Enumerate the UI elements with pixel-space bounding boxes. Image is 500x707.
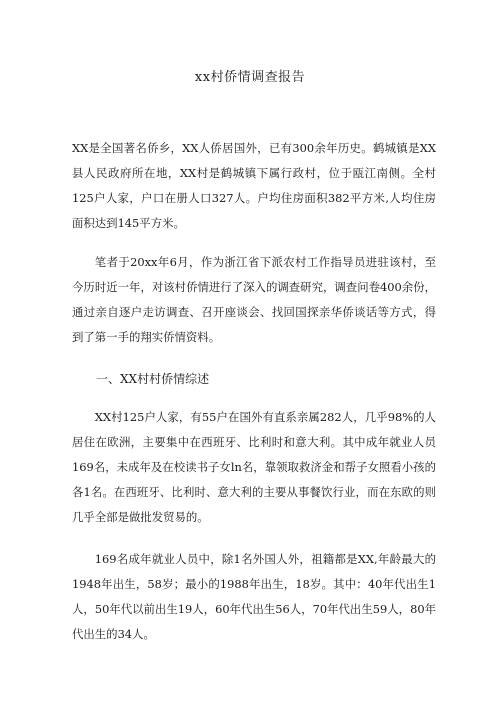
- paragraph-overview: XX村125户人家，有55户在国外有直系亲属282人，几乎98%的人居住在欧洲，主要集中在西班牙、比利时和意大利。其中成年就业人员169名，未成年及在校读书子女ln名，靠领取救济金和帮子女照看小孩的各1名。在西班牙、比利时、意大利的主要从事餐饮行业，而在东欧的则几乎全部是做批发贸易的。: [72, 410, 436, 524]
- paragraph-demographics: 169名成年就业人员中，除1名外国人外，祖籍都是XX,年龄最大的1948年出生，58岁；最小的1988年出生，18岁。其中：40年代出生1人，50年代以前出生19人，60年代出生56人，70年代出生59人，80年代出生的34人。: [72, 552, 436, 641]
- paragraph-intro: XX是全国著名侨乡，XX人侨居国外，已有300余年历史。鹤城镇是XX县人民政府所在地，XX村是鹤城镇下属行政村，位于瓯江南侧。全村125户人家，户口在册人口327人。户均住房面积382平方米,人均住房面积达到145平方米。: [72, 141, 436, 230]
- document-title: xx村侨情调查报告: [194, 70, 306, 85]
- paragraph-author-note: 笔者于20xx年6月，作为浙江省下派农村工作指导员进驻该村，至今历时近一年，对该村侨情进行了深入的调查研究，调查问卷400余份，通过亲自逐户走访调查、召开座谈会、找回国探亲华侨谈话等方式，得到了第一手的翔实侨情资料。: [72, 255, 436, 344]
- section-heading: 一、XX村村侨情综述: [96, 372, 210, 386]
